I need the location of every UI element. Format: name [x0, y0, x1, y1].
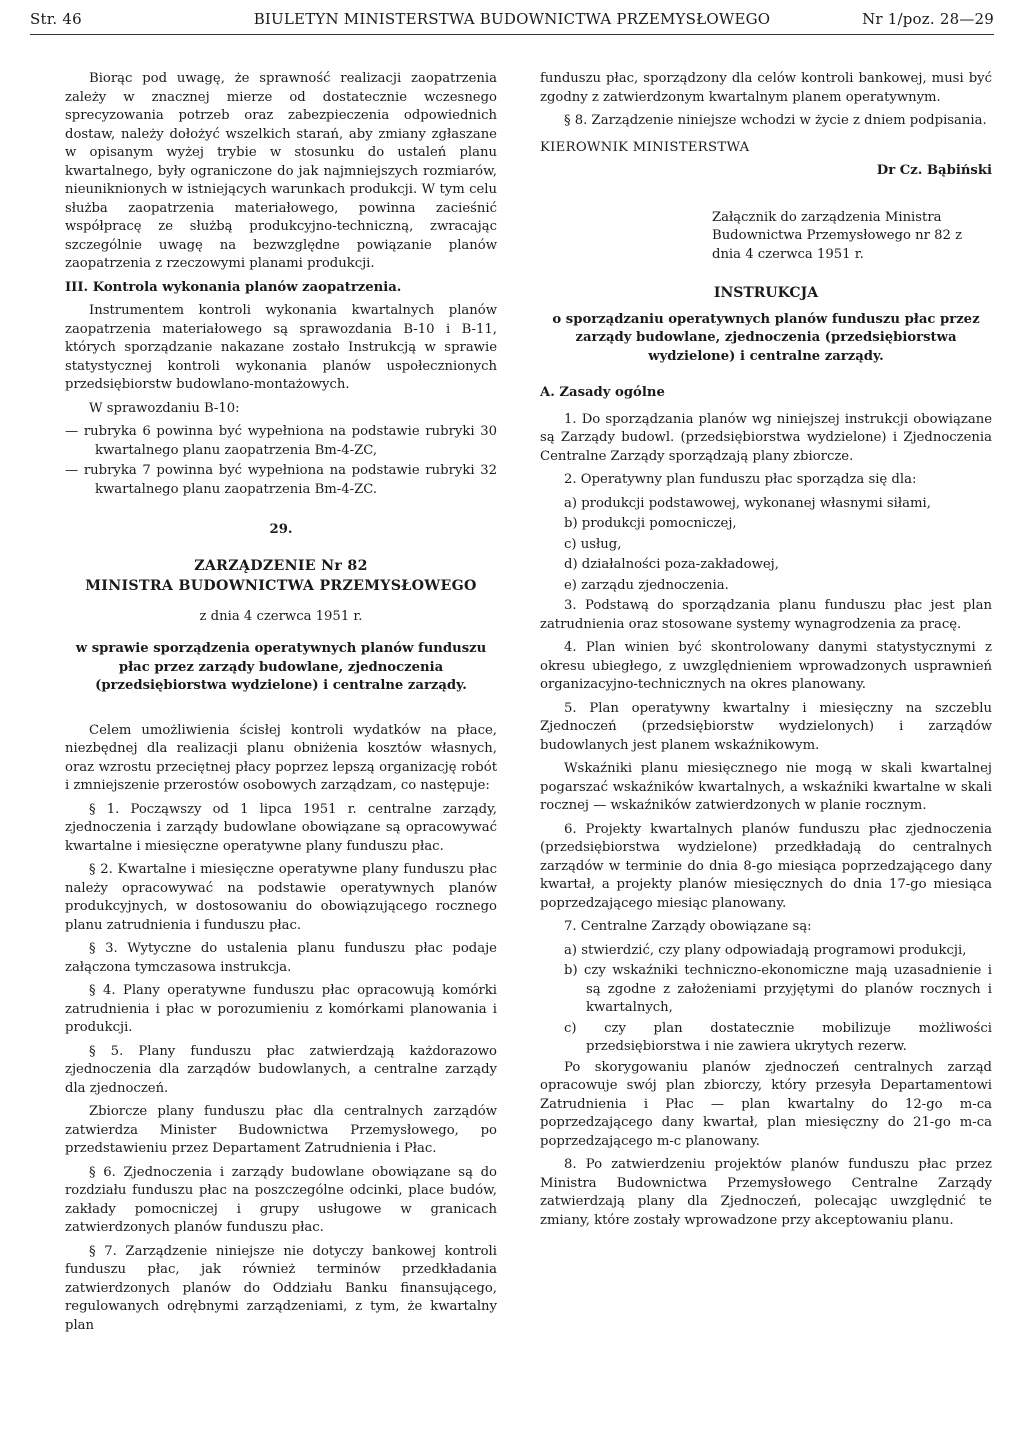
- paragraph: Celem umożliwienia ścisłej kontroli wydatków na płace, niezbędnej dla realizacji planu obniżenia kosztów własnych, oraz wzrostu przeciętnej płacy poprzez lepszą organizację robót i zmniejszenie przerostów osobowych zarządzam, co następuje:: [65, 722, 497, 793]
- list-item: — rubryka 6 powinna być wypełniona na podstawie rubryki 30 kwartalnego planu zaopatrzenia Bm-4-ZC,: [65, 424, 497, 458]
- paragraph: W sprawozdaniu B-10:: [89, 400, 240, 416]
- order-title: ZARZĄDZENIE Nr 82: [194, 557, 368, 574]
- paragraph: § 7. Zarządzenie niniejsze nie dotyczy bankowej kontroli funduszu płac, jak również terminów przedkładania zatwierdzonych planów do Oddziału Banku finansującego, regulowanych odrębnymi zarządzeniami, z tym, że kwartalny plan: [65, 1243, 497, 1333]
- paragraph: § 6. Zjednoczenia i zarządy budowlane obowiązane są do rozdziału funduszu płac na poszczególne odcinki, place budów, zakłady pomocniczej i grupy usługowe w granicach zatwierdzonych planów funduszu płac.: [65, 1164, 497, 1235]
- bulletin-title: BIULETYN MINISTERSTWA BUDOWNICTWA PRZEMYSŁOWEGO: [253, 10, 771, 28]
- list-item: c) czy plan dostatecznie mobilizuje możliwości przedsiębiorstwa i nie zawiera ukrytych rezerw.: [564, 1020, 992, 1054]
- issue-reference: Nr 1/poz. 28—29: [862, 10, 994, 28]
- left-column: [65, 70, 497, 1340]
- order-subject: w sprawie sporządzenia operatywnych planów funduszu płac przez zarządy budowlane, zjednoczenia (przedsiębiorstwa wydzielone) i centralne zarządy.: [75, 641, 487, 693]
- paragraph: 7. Centralne Zarządy obowiązane są:: [564, 919, 812, 934]
- annex-note: Załącznik do zarządzenia Ministra Budownictwa Przemysłowego nr 82 z dnia 4 czerwca 1951 r.: [712, 209, 963, 262]
- paragraph: 1. Do sporządzania planów wg niniejszej instrukcji obowiązane są Zarządy budowl. (przedsiębiorstwa wydzielone) i Zjednoczenia Centralne Zarządy sporządzają plany zbiorcze.: [540, 411, 992, 464]
- section-heading: III. Kontrola wykonania planów zaopatrzenia.: [65, 279, 402, 295]
- paragraph: Wskaźniki planu miesięcznego nie mogą w skali kwartalnej pogarszać wskaźników kwartalnych, a wskaźniki kwartalne w skali rocznej — wskaźników zatwierdzonych w planie rocznym.: [540, 761, 992, 813]
- list-item: a) produkcji podstawowej, wykonanej własnymi siłami,: [564, 495, 931, 511]
- order-date: z dnia 4 czerwca 1951 r.: [199, 608, 363, 624]
- list-item: — rubryka 7 powinna być wypełniona na podstawie rubryki 32 kwartalnego planu zaopatrzenia Bm-4-ZC.: [65, 463, 497, 497]
- list-item: c) usług,: [564, 536, 622, 552]
- page-number: Str. 46: [30, 10, 82, 28]
- instruction-subject: o sporządzaniu operatywnych planów funduszu płac przez zarządy budowlane, zjednoczenia (przedsiębiorstwa wydzielone) i centralne zarządy.: [552, 311, 980, 364]
- list-item: b) czy wskaźniki techniczno-ekonomiczne mają uzasadnienie i są zgodne z założeniami przyjętymi do planów rocznych i kwartalnych,: [564, 963, 992, 1015]
- paragraph: 4. Plan winien być skontrolowany danymi statystycznymi z okresu ubiegłego, z uwzględnieniem wprowadzonych usprawnień organizacyjno-technicznych na okres planowany.: [540, 640, 992, 692]
- paragraph: 8. Po zatwierdzeniu projektów planów funduszu płac przez Ministra Budownictwa Przemysłowego Centralne Zarządy zatwierdzają plany dla Zjednoczeń, polecając uwzględnić te zmiany, które zostały wprowadzone przy akceptowaniu planu.: [540, 1157, 992, 1228]
- signatory-name: Dr Cz. Bąbiński: [876, 163, 992, 178]
- paragraph: 3. Podstawą do sporządzania planu funduszu płac jest plan zatrudnienia oraz stosowane systemy wynagrodzenia za pracę.: [540, 598, 992, 632]
- list-item: d) działalności poza-zakładowej,: [564, 557, 779, 572]
- list-item: b) produkcji pomocniczej,: [564, 516, 737, 531]
- paragraph: § 5. Plany funduszu płac zatwierdzają każdorazowo zjednoczenia dla zarządów budowlanych, a centralne zarządy dla zjednoczeń.: [65, 1043, 497, 1096]
- paragraph: funduszu płac, sporządzony dla celów kontroli bankowej, musi być zgodny z zatwierdzonym kwartalnym planem operatywnym.: [540, 71, 992, 105]
- paragraph: 6. Projekty kwartalnych planów funduszu płac zjednoczenia (przedsiębiorstwa wydzielone) przedkładają do centralnych zarządów w terminie do dnia 8-go miesiąca poprzedzającego dany kwartał, a projekty planów miesięcznych do dnia 17-go miesiąca poprzedzającego miesiąc planowany.: [540, 821, 992, 911]
- paragraph: 5. Plan operatywny kwartalny i miesięczny na szczeblu Zjednoczeń (przedsiębiorstw wydzielonych) i zarządów budowlanych jest planem wskaźnikowym.: [540, 700, 992, 753]
- paragraph: § 2. Kwartalne i miesięczne operatywne plany funduszu płac należy opracowywać na podstawie operatywnych planów produkcyjnych, w dostosowaniu do obowiązującego rocznego planu zatrudnienia i funduszu płac.: [65, 862, 497, 933]
- paragraph: Instrumentem kontroli wykonania kwartalnych planów zaopatrzenia materiałowego są sprawozdania B-10 i B-11, których sporządzanie nakazane zostało Instrukcją w sprawie statystycznej kontroli wykonania planów uspołecznionych przedsiębiorstw budowlano-montażowych.: [65, 303, 497, 392]
- paragraph: § 8. Zarządzenie niniejsze wchodzi w życie z dniem podpisania.: [564, 113, 987, 128]
- paragraph: § 1. Począwszy od 1 lipca 1951 r. centralne zarządy, zjednoczenia i zarządy budowlane obowiązane są opracowywać kwartalne i miesięczne operatywne plany funduszu płac.: [65, 801, 497, 854]
- header-rule: [30, 34, 994, 35]
- section-heading: A. Zasady ogólne: [540, 385, 665, 400]
- paragraph: § 4. Plany operatywne funduszu płac opracowują komórki zatrudnienia i płac w porozumieniu z komórkami planowania i produkcji.: [65, 983, 497, 1035]
- list-item: a) stwierdzić, czy plany odpowiadają programowi produkcji,: [564, 942, 967, 958]
- paragraph: Biorąc pod uwagę, że sprawność realizacji zaopatrzenia zależy w znacznej mierze od dostatecznie wczesnego sprecyzowania potrzeb oraz zabezpieczenia odpowiednich dostaw, należy dołożyć wszelkich starań, aby zmiany zgłaszane w opisanym wyżej trybie w stosunku do ustaleń planu kwartalnego, były ograniczone do jak najmniejszych rozmiarów, nieuniknionych w istniejących warunkach produkcji. W tym celu służba zaopatrzenia materiałowego, powinna zacieśnić współpracę ze służbą produkcyjno-techniczną, zwracając szczególnie uwagę na bezwzględne powiązanie planów zaopatrzenia z rzeczowymi planami produkcji.: [65, 71, 497, 271]
- paragraph: 2. Operatywny plan funduszu płac sporządza się dla:: [564, 472, 917, 487]
- signatory-title: KIEROWNIK MINISTERSTWA: [540, 139, 750, 155]
- paragraph: § 3. Wytyczne do ustalenia planu funduszu płac podaje załączona tymczasowa instrukcja.: [65, 941, 497, 975]
- page-header: [30, 10, 994, 36]
- ministry-title: MINISTRA BUDOWNICTWA PRZEMYSŁOWEGO: [85, 577, 477, 594]
- right-column: [540, 70, 992, 1235]
- paragraph: Po skorygowaniu planów zjednoczeń centralnych zarząd opracowuje swój plan zbiorczy, który przesyła Departamentowi Zatrudnienia i Płac — plan kwartalny do 12-go m-ca poprzedzającego dany kwartał, plan miesięczny do 21-go m-ca poprzedzającego m-c planowany.: [540, 1059, 992, 1149]
- position-number: 29.: [269, 522, 293, 537]
- instruction-title: INSTRUKCJA: [713, 285, 819, 301]
- list-item: e) zarządu zjednoczenia.: [564, 577, 729, 593]
- paragraph: Zbiorcze plany funduszu płac dla centralnych zarządów zatwierdza Minister Budownictwa Przemysłowego, po przedstawieniu przez Departament Zatrudnienia i Płac.: [65, 1104, 497, 1156]
